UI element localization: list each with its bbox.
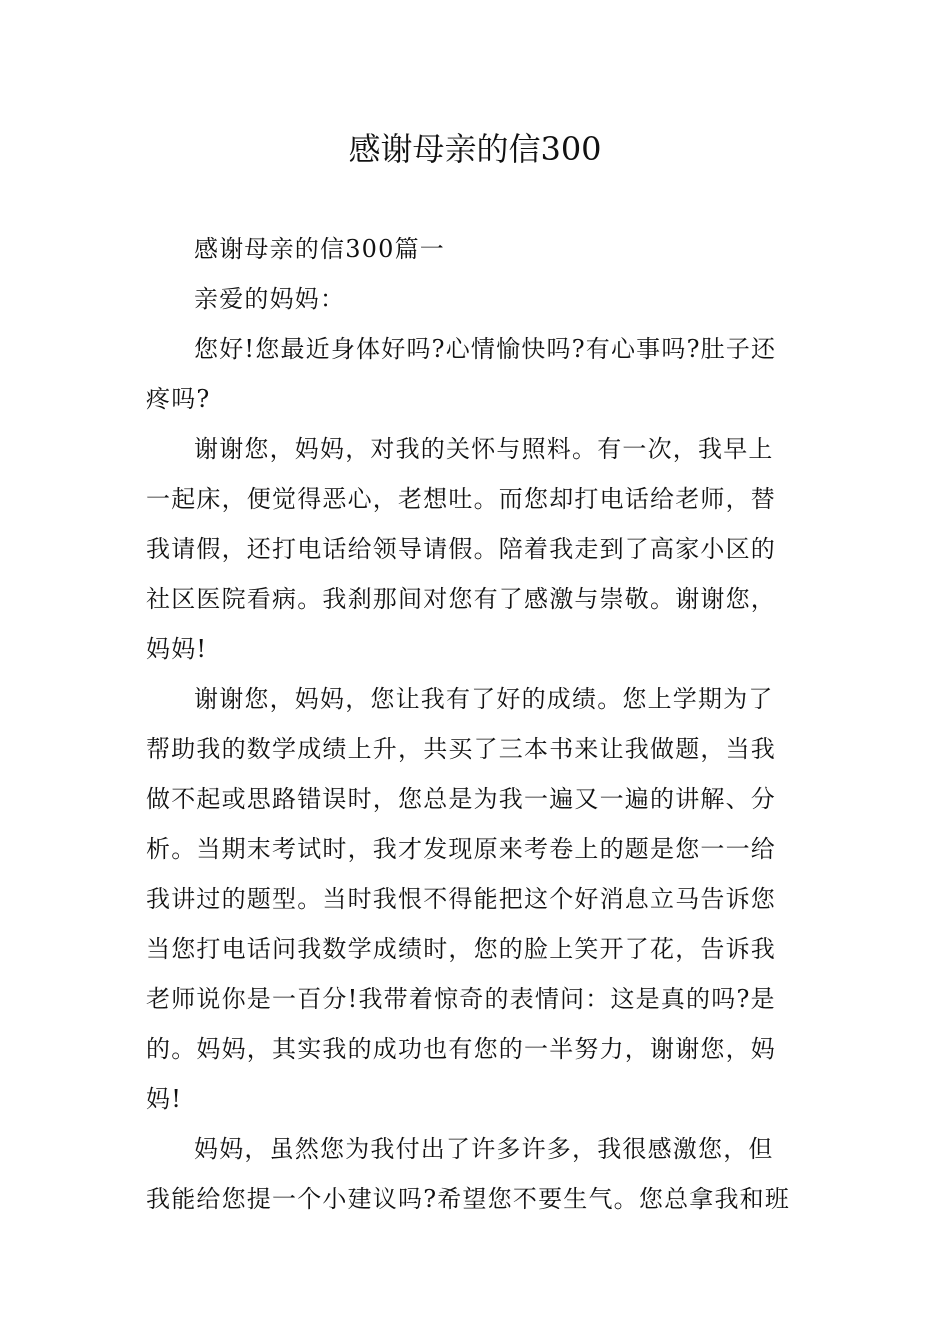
text-line: 妈妈，虽然您为我付出了许多许多，我很感激您，但	[194, 1135, 774, 1163]
text-line: 谢谢您，妈妈，对我的关怀与照料。有一次，我早上	[194, 435, 774, 463]
text-line: 社区医院看病。我刹那间对您有了感激与崇敬。谢谢您，	[146, 585, 776, 613]
document-title: 感谢母亲的信300	[348, 130, 602, 168]
paragraph-grades	[146, 674, 810, 1124]
text-line: 我能给您提一个小建议吗?希望您不要生气。您总拿我和班	[146, 1185, 791, 1213]
text-line: 析。当期末考试时，我才发现原来考卷上的题是您一一给	[146, 835, 776, 863]
text-line: 疼吗?	[146, 385, 211, 413]
text-line: 帮助我的数学成绩上升，共买了三本书来让我做题，当我	[146, 735, 776, 763]
paragraph-heading	[146, 224, 810, 274]
text-line: 谢谢您，妈妈，您让我有了好的成绩。您上学期为了	[194, 685, 774, 713]
text-line: 的。妈妈，其实我的成功也有您的一半努力，谢谢您，妈	[146, 1035, 776, 1063]
text-line: 您好!您最近身体好吗?心情愉快吗?有心事吗?肚子还	[194, 335, 777, 363]
paragraph-care	[146, 424, 810, 674]
text-line: 感谢母亲的信300篇一	[194, 235, 446, 263]
text-line: 我讲过的题型。当时我恨不得能把这个好消息立马告诉您	[146, 885, 776, 913]
text-line: 当您打电话问我数学成绩时，您的脸上笑开了花，告诉我	[146, 935, 776, 963]
paragraph-suggestion	[146, 1124, 810, 1224]
text-line: 做不起或思路错误时，您总是为我一遍又一遍的讲解、分	[146, 785, 776, 813]
text-line: 一起床，便觉得恶心，老想吐。而您却打电话给老师，替	[146, 485, 776, 513]
text-line: 亲爱的妈妈：	[194, 285, 346, 313]
paragraph-greeting	[146, 324, 810, 424]
text-line: 老师说你是一百分!我带着惊奇的表情问：这是真的吗?是	[146, 985, 776, 1013]
text-line: 妈!	[146, 1085, 183, 1113]
document-body	[146, 224, 810, 1224]
text-line: 我请假，还打电话给领导请假。陪着我走到了高家小区的	[146, 535, 776, 563]
text-line: 妈妈!	[146, 635, 208, 663]
paragraph-salutation	[146, 274, 810, 324]
